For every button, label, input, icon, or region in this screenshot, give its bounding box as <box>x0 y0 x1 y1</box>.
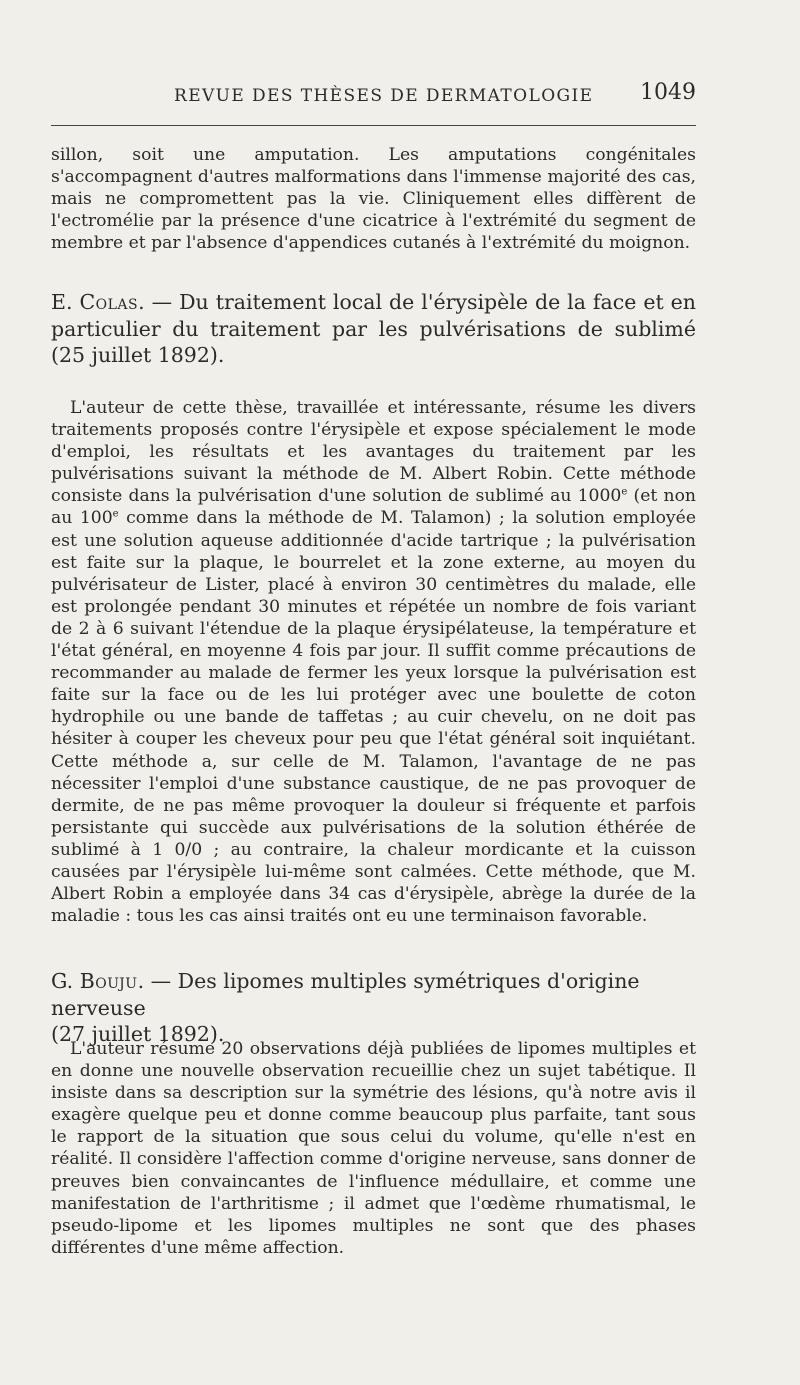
thesis-title: Du traitement local de l'érysipèle de la face et en particulier du traitement par les pulvérisations de sublimé (25 juillet 1892). <box>51 290 696 367</box>
page-number: 1049 <box>640 80 696 105</box>
running-title: REVUE DES THÈSES DE DERMATOLOGIE <box>174 86 594 106</box>
running-header <box>51 80 696 114</box>
author-name: Colas <box>79 290 139 314</box>
heading-dash: . — <box>137 969 172 993</box>
header-rule <box>51 125 696 126</box>
entry-body-bouju: L'auteur résume 20 observations déjà publiées de lipomes multiples et en donne une nouvelle observation recueillie chez un sujet tabétique. Il insiste dans sa description sur la symétrie des lésions, qu'à notre avis il exagère quelque peu et donne comme beaucoup plus parfaite, tant sous le rapport de la situation que sous celui du volume, qu'elle n'est en réalité. Il considère l'affection comme d'origine nerveuse, sans donner de preuves bien convaincantes de l'influence médullaire, et comme une manifestation de l'arthritisme ; il admet que l'œdème rhumatismal, le pseudo-lipome et les lipomes multiples ne sont que des phases différentes d'une même affection. <box>51 1039 696 1258</box>
author-initial: G. <box>51 969 74 993</box>
thesis-title-line1: Des lipomes multiples symétriques d'origine nerveuse <box>51 969 640 1020</box>
author-initial: E. <box>51 290 73 314</box>
body-text: L'auteur de cette thèse, travaillée et intéressante, résume les divers traitements proposés contre l'érysipèle et expose spécialement le mode d'emploi, les résultats et les avantages du traitement par les pulvérisations suivant la méthode de M. Albert Robin. Cette méthode consiste dans la pulvérisation d'une solution de sublimé au 1000 <box>51 398 696 507</box>
author-name: Bouju <box>79 969 138 993</box>
entry-heading-colas <box>51 289 696 369</box>
entry-body-colas <box>51 397 696 927</box>
body-text: (et non au 100 <box>51 486 696 529</box>
continuation-paragraph: sillon, soit une amputation. Les amputations congénitales s'accompagnent d'autres malformations dans l'immense majorité des cas, mais ne compromettent pas la vie. Cliniquement elles diffèrent de l'ectromélie par la présence d'une cicatrice à l'extrémité du segment de membre et par l'absence d'appendices cutanés à l'extrémité du moignon. <box>51 145 696 254</box>
heading-dash: . — <box>138 290 173 314</box>
entry-heading-bouju <box>51 968 696 1048</box>
superscript: e <box>112 508 119 520</box>
superscript: e <box>621 486 628 498</box>
thesis-title-line2: (27 juillet 1892). <box>51 1022 225 1046</box>
body-text: comme dans la méthode de M. Talamon) ; la solution employée est une solution aqueuse additionnée d'acide tartrique ; la pulvérisation est faite sur la plaque, le bourrelet et la zone externe, au moyen du pulvérisateur de Lister, placé à environ 30 centimètres du malade, elle est prolongée pendant 30 minutes et répétée un nombre de fois variant de 2 à 6 suivant l'étendue de la plaque érysipélateuse, la température et l'état général, en moyenne 4 fois par jour. Il suffit comme précautions de recommander au malade de fermer les yeux lorsque la pulvérisation est faite sur la face ou de les lui protéger avec une boulette de coton hydrophile ou une bande de taffetas ; au cuir chevelu, on ne doit pas hésiter à couper les cheveux pour peu que l'état général soit inquiétant. Cette méthode a, sur celle de M. Talamon, l'avantage de ne pas nécessiter l'emploi d'une substance caustique, de ne pas provoquer de dermite, de ne pas même provoquer la douleur si fréquente et parfois persistante qui succède aux pulvérisations de la solution éthérée de sublimé à 1 0/0 ; au contraire, la chaleur mordicante et la cuisson causées par l'érysipèle lui-même sont calmées. Cette méthode, que M. Albert Robin a employée dans 34 cas d'érysipèle, abrège la durée de la maladie : tous les cas ainsi traités ont eu une terminaison favorable. <box>51 508 696 927</box>
